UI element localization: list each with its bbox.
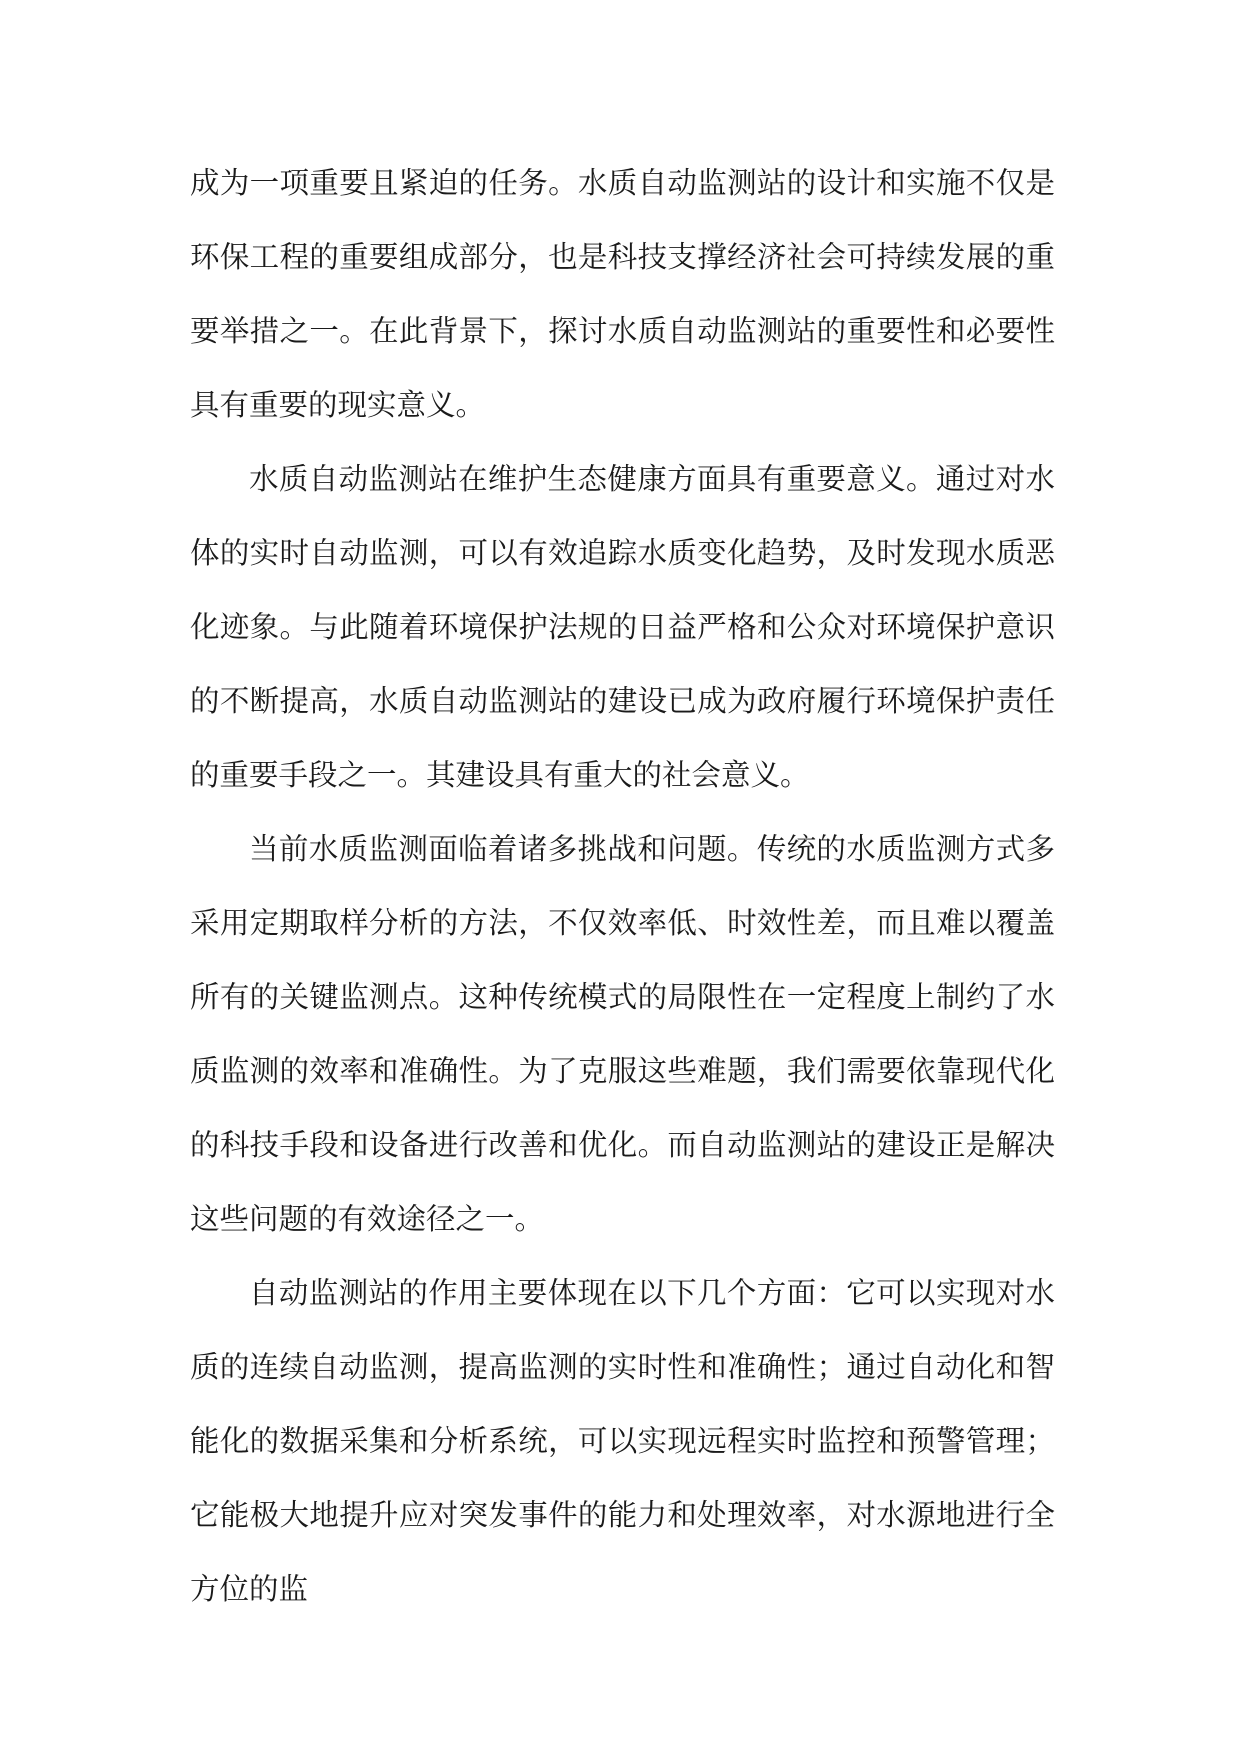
- paragraph-1: 成为一项重要且紧迫的任务。水质自动监测站的设计和实施不仅是环保工程的重要组成部分，也是科技支撑经济社会可持续发展的重要举措之一。在此背景下，探讨水质自动监测站的重要性和必要性具有重要的现实意义。: [190, 166, 1055, 422]
- paragraph-3: 当前水质监测面临着诸多挑战和问题。传统的水质监测方式多采用定期取样分析的方法，不仅效率低、时效性差，而且难以覆盖所有的关键监测点。这种传统模式的局限性在一定程度上制约了水质监测的效率和准确性。为了克服这些难题，我们需要依靠现代化的科技手段和设备进行改善和优化。而自动监测站的建设正是解决这些问题的有效途径之一。: [190, 832, 1055, 1236]
- paragraph-2: 水质自动监测站在维护生态健康方面具有重要意义。通过对水体的实时自动监测，可以有效追踪水质变化趋势，及时发现水质恶化迹象。与此随着环境保护法规的日益严格和公众对环境保护意识的不断提高，水质自动监测站的建设已成为政府履行环境保护责任的重要手段之一。其建设具有重大的社会意义。: [190, 462, 1055, 792]
- paragraph-4: 自动监测站的作用主要体现在以下几个方面：它可以实现对水质的连续自动监测，提高监测的实时性和准确性；通过自动化和智能化的数据采集和分析系统，可以实现远程实时监控和预警管理；它能极大地提升应对突发事件的能力和处理效率，对水源地进行全方位的监: [190, 1276, 1055, 1606]
- document-body: [190, 146, 1055, 1626]
